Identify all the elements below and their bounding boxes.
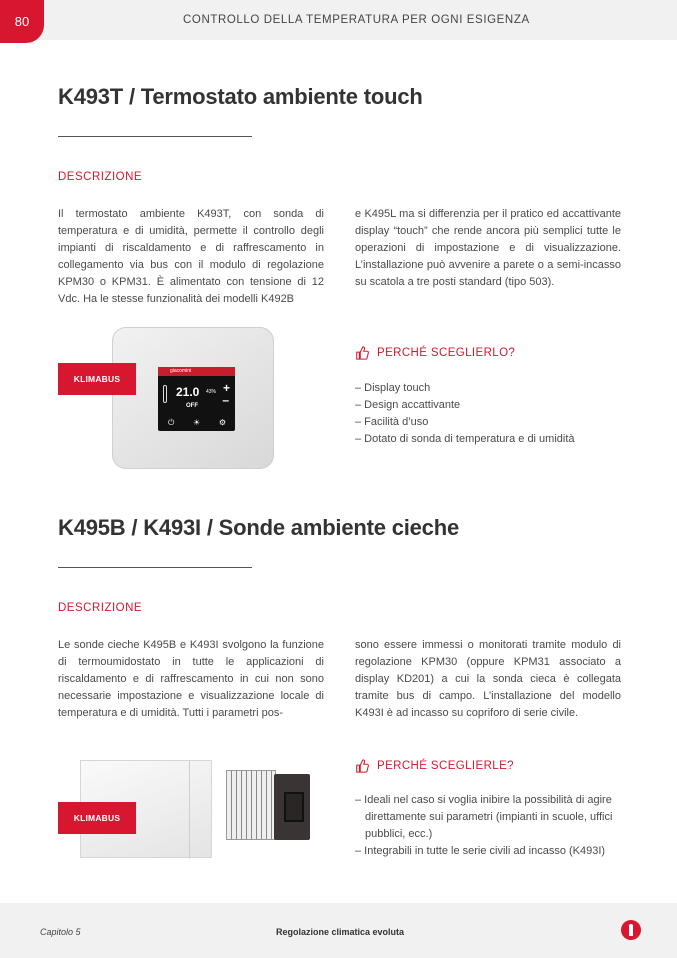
why-label: PERCHÉ SCEGLIERLO?	[377, 347, 516, 359]
sun-icon: ☀	[192, 418, 201, 427]
list-item: – Dotato di sonda di temperatura e di umidità	[355, 433, 575, 445]
display-brand: giacomini	[158, 367, 235, 376]
description-col-2: e K495L ma si differenzia per il pratico ed accattivante display “touch” che rende ancora più semplici tutte le operazioni di impostazione e di visualizzazione. L’installazione può avvenire a parete o a semi-incasso su scatola a tre posti standard (tipo 503).	[355, 208, 621, 288]
thermostat-display	[158, 367, 235, 431]
display-humidity: 43%	[206, 389, 217, 395]
why-heading	[355, 346, 515, 360]
title-underline	[58, 567, 252, 568]
list-item: – Design accattivante	[355, 399, 461, 411]
reasons-list	[355, 792, 627, 860]
section-title-k493t: K493T / Termostato ambiente touch	[58, 84, 423, 109]
chapter-title: CONTROLLO DELLA TEMPERATURA PER OGNI ESIGENZA	[183, 14, 530, 26]
display-plus: +	[222, 381, 230, 395]
section-title-k495b: K495B / K493I / Sonde ambiente cieche	[58, 515, 459, 540]
title-underline	[58, 136, 252, 137]
thermostat-image	[112, 327, 274, 469]
thumbs-up-icon	[355, 346, 369, 360]
klimabus-badge: KLIMABUS	[58, 802, 136, 834]
klimabus-badge: KLIMABUS	[58, 363, 136, 395]
thumbs-up-icon	[355, 759, 369, 773]
footer-section: Regolazione climatica evoluta	[276, 927, 405, 937]
page-number: 80	[0, 0, 44, 43]
description-col-1: Il termostato ambiente K493T, con sonda di temperatura e di umidità, permette il controllo degli impianti di riscaldamento e di raffrescamento in collegamento via bus con il modulo di regolazione KPM30 o KPM31. È alimentato con tensione di 12 Vdc. Ha le stesse funzionalità dei modelli K492B	[58, 208, 324, 305]
thermometer-icon	[163, 385, 167, 403]
display-minus: –	[222, 393, 229, 407]
flush-sensor-image	[226, 762, 322, 844]
list-item: – Ideali nel caso si voglia inibire la possibilità di agire direttamente sui parametri (impianti in scuole, uffici pubblici, ecc.)	[355, 794, 613, 840]
reasons-list	[355, 380, 635, 448]
footer-chapter: Capitolo 5	[40, 927, 81, 937]
display-icons	[168, 418, 226, 428]
power-icon: ⏻	[168, 418, 175, 427]
list-item: – Integrabili in tutte le serie civili ad incasso (K493I)	[355, 845, 606, 857]
display-mode: OFF	[186, 403, 198, 409]
description-col-1: Le sonde cieche K495B e K493I svolgono la funzione di termoumidostato in tutte le applicazioni di riscaldamento e di raffrescamento in cui non sono necessarie impostazione e visualizzazione locale di temperatura e di umidità. Tutti i parametri pos-	[58, 639, 324, 719]
list-item: – Facilità d’uso	[355, 416, 429, 428]
why-label: PERCHÉ SCEGLIERLE?	[377, 760, 514, 772]
display-temperature: 21.0	[176, 385, 200, 399]
description-label: DESCRIZIONE	[58, 171, 143, 183]
why-heading	[355, 759, 514, 773]
description-label: DESCRIZIONE	[58, 602, 143, 614]
gear-icon: ⚙	[218, 418, 226, 427]
list-item: – Display touch	[355, 382, 431, 394]
brand-logo-icon	[621, 920, 641, 940]
description-col-2: sono essere immessi o monitorati tramite modulo di regolazione KPM30 (oppure KPM31 associato a display KD201) a cui la sonda cieca è collegata tramite bus di campo. L’installazione del modello K493I è ad incasso su copriforo di serie civile.	[355, 639, 621, 719]
